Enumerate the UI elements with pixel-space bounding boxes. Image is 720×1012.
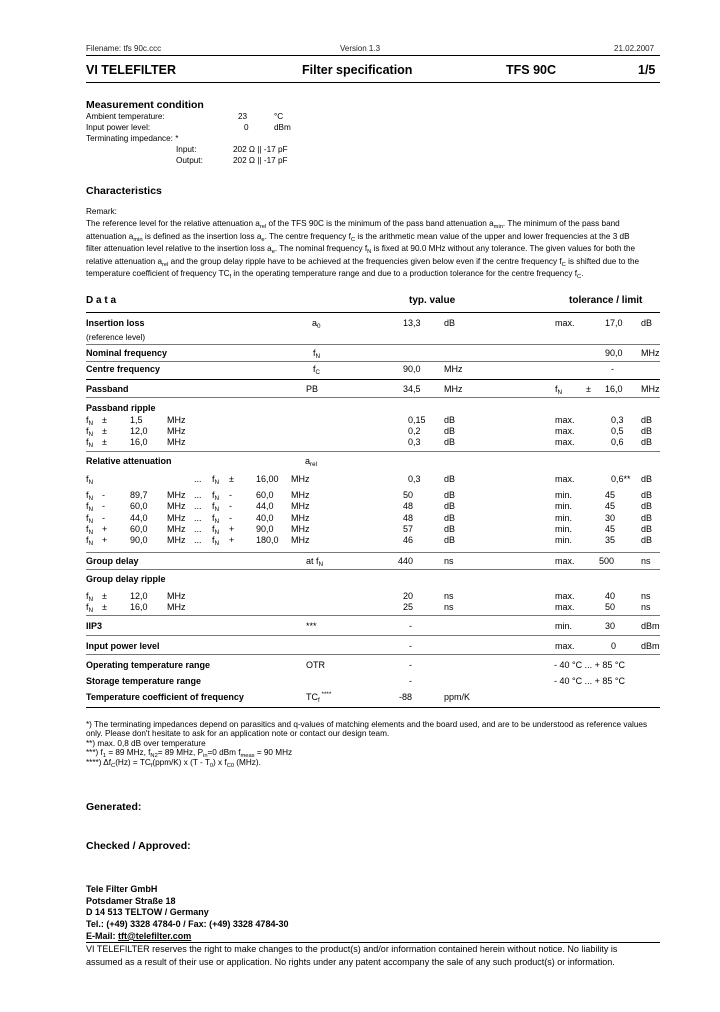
relatt-tol-unit: dB [641, 512, 653, 523]
relatt-dots: ... [194, 523, 202, 534]
storage-typ: - [409, 676, 412, 686]
ripple-limit: max. [555, 415, 575, 425]
company-city: D 14 513 TELTOW / Germany [86, 907, 209, 918]
otr-label: Operating temperature range [86, 660, 211, 670]
relatt-limit: min. [555, 490, 573, 500]
relatt-freq-start: $f_N$ [86, 490, 94, 502]
ripple-tol: 0,5 [611, 426, 624, 436]
relatt-offset-start-unit: MHz [167, 512, 186, 523]
iip3-limit: min. [555, 621, 573, 631]
relatt-limit: min. [555, 501, 573, 512]
footnote-4: ****) $\Delta f_C(Hz) = TC_f(ppm/K)$ x $(T - T_0)$ x $f_{C0}$ (MHz). [86, 757, 261, 769]
footnote-1a: *) The terminating impedances depend on parasitics and q-values of matching elements and the board used, and are to be understood as reference values [86, 720, 648, 729]
relatt-unit: dB [444, 523, 456, 534]
ripple-freq: $f_N$ [86, 426, 94, 438]
row-rule [86, 569, 660, 570]
ripple-freq: $f_N$ [86, 415, 94, 427]
power-value: 0 [244, 123, 249, 132]
gd-ripple-limit: max. [555, 591, 575, 601]
gd-ripple-offset: 16,0 [130, 602, 148, 612]
company-street: Potsdamer Straße 18 [86, 895, 176, 906]
brand-logo: VI TELEFILTER [86, 63, 177, 77]
iip3-label: IIP3 [86, 621, 103, 631]
gd-ripple-tol-unit: ns [641, 602, 651, 612]
part-number: TFS 90C [506, 63, 557, 77]
disclaimer-line-2: assumed as a result of their use or application. No rights under any patent accompany the sale of any such product(s) or information. [86, 956, 615, 967]
relatt-freq-start: $f_N$ [86, 474, 94, 486]
relatt-freq-start: $f_N$ [86, 523, 94, 536]
relatt-typ: 50 [403, 490, 414, 500]
company-email-line [86, 931, 288, 943]
relatt-pm: ± [229, 474, 234, 484]
ripple-tol-unit: dB [641, 437, 653, 447]
disclaimer-line-1: VI TELEFILTER reserves the right to make changes to the product(s) and/or information contained herein without notice. No liability is [86, 944, 618, 954]
relatt-tol-unit: dB [641, 535, 653, 546]
relatt-typ: 48 [403, 512, 414, 523]
gd-ripple-offset: 12,0 [130, 591, 148, 601]
relatt-offset-end-unit: MHz [291, 535, 310, 546]
ripple-pm: ± [102, 426, 107, 436]
footnotes [86, 720, 647, 767]
relatt-unit: dB [444, 474, 456, 484]
iip3-tol: 30 [605, 621, 616, 631]
relatt-freq-end: $f_N$ [212, 501, 220, 514]
passband-symbol: PB [306, 384, 319, 394]
tcf-label: Temperature coefficient of frequency [86, 692, 244, 702]
remark-line: attenuation $a_{min}$ is defined as the insertion loss $a_e$. The centre frequency $f_C$ is the arithmetic mean value of the upper and lower frequencies at the 3 dB [86, 231, 630, 243]
insertion-loss-unit: dB [444, 318, 456, 328]
relatt-offset-start-unit: MHz [167, 490, 186, 500]
page-number: 1/5 [638, 63, 656, 77]
insertion-loss-tol-unit: dB [641, 318, 653, 328]
relatt-dots: ... [194, 512, 202, 523]
relatt-freq-end: $f_N$ [212, 490, 220, 502]
relatt-tol: 30 [605, 512, 616, 523]
gd-ripple-pm: ± [102, 591, 107, 601]
footnote-2: **) max. 0,8 dB over temperature [86, 738, 206, 748]
passband-unit: MHz [444, 384, 463, 394]
relatt-offset-start: 60,0 [130, 523, 148, 534]
relatt-offset-end: 180,0 [256, 535, 279, 546]
insertion-loss-tol: 17,0 [605, 318, 623, 328]
relatt-sign-end: - [229, 490, 232, 500]
insertion-loss-typ: 13,3 [403, 318, 421, 328]
input-power-label: Input power level [86, 641, 160, 651]
gd-ripple-tol: 50 [605, 602, 616, 612]
gd-ripple-freq: $f_N$ [86, 591, 94, 603]
measurement-title: Measurement condition [86, 99, 204, 111]
relatt-offset-start: 44,0 [130, 512, 148, 523]
group-delay-unit: ns [444, 556, 454, 566]
ripple-offset: 12,0 [130, 426, 148, 436]
centre-frequency-typ: 90,0 [403, 364, 421, 374]
relatt-dots: ... [194, 474, 202, 484]
passband-label: Passband [86, 384, 129, 394]
group-delay-label: Group delay [86, 556, 139, 566]
relatt-unit: dB [444, 535, 456, 546]
row-rule [86, 344, 660, 345]
input-value: 202 Ω || -17 pF [233, 145, 288, 154]
iip3-symbol: *** [306, 621, 317, 631]
storage-label: Storage temperature range [86, 676, 202, 686]
company-address [86, 884, 288, 943]
relatt-offset-start: 90,0 [130, 535, 148, 546]
remark-line: temperature coefficient of frequency $TC_f$ in the operating temperature range and due to a production tolerance for the centre frequency $f_C$. [86, 269, 584, 281]
relatt-sign-start: - [102, 490, 105, 500]
ripple-limit: max. [555, 437, 575, 447]
header-rule-bottom [86, 82, 660, 83]
centre-frequency-label: Centre frequency [86, 364, 161, 374]
relatt-sign-end: - [229, 512, 232, 523]
ripple-offset-unit: MHz [167, 415, 186, 425]
remark-line: filter attenuation level relative to the insertion loss $a_e$. The nominal frequency $f_N$ is fixed at 90.0 MHz without any tolerance. The given values for both the [86, 244, 636, 256]
relatt-sign-end: - [229, 501, 232, 512]
power-unit: dBm [274, 123, 291, 132]
row-rule [86, 397, 660, 398]
ambient-label: Ambient temperature: [86, 112, 165, 121]
ripple-offset-unit: MHz [167, 437, 186, 447]
relatt-unit: dB [444, 490, 456, 500]
centre-frequency-tol: - [611, 364, 614, 374]
remark-title: Remark: [86, 207, 117, 216]
relatt-limit: min. [555, 523, 573, 534]
typ-heading: typ. value [409, 295, 456, 306]
ripple-tol: 0,6 [611, 437, 624, 447]
iip3-typ: - [409, 621, 412, 631]
relatt-offset-end: 90,0 [256, 523, 274, 534]
ripple-offset-unit: MHz [167, 426, 186, 436]
gd-ripple-unit: ns [444, 602, 454, 612]
relatt-offset-end-unit: MHz [291, 490, 310, 500]
passband-ripple-label: Passband ripple [86, 403, 156, 413]
disclaimer [86, 943, 617, 968]
nominal-frequency-tol-unit: MHz [641, 348, 660, 358]
relatt-freq-end: $f_N$ [212, 512, 220, 525]
table-rule-bottom [86, 707, 660, 708]
relatt-freq-end: $f_N$ [212, 474, 220, 486]
relatt-unit: dB [444, 501, 456, 512]
relatt-offset-start: 89,7 [130, 490, 148, 500]
ambient-value: 23 [238, 112, 248, 121]
relatt-sign-start: + [102, 523, 108, 534]
group-delay-typ: 440 [398, 556, 414, 566]
group-delay-symbol: at $f_N$ [306, 556, 324, 568]
tcf-symbol: $TC_f$ **** [306, 691, 332, 704]
iip3-tol-unit: dBm [641, 621, 660, 631]
passband-tol-unit: MHz [641, 384, 660, 394]
ripple-unit: dB [444, 437, 456, 447]
nominal-frequency-tol: 90,0 [605, 348, 623, 358]
table-rule [86, 312, 660, 313]
ripple-tol-unit: dB [641, 415, 653, 425]
relatt-tol: 45 [605, 501, 616, 512]
relatt-limit: min. [555, 535, 573, 546]
relatt-freq-end: $f_N$ [212, 523, 220, 536]
gd-ripple-unit: ns [444, 591, 454, 601]
nominal-frequency-symbol: $f_N$ [313, 348, 321, 360]
relatt-sign-start: + [102, 535, 108, 546]
relatt-sign-end: + [229, 523, 235, 534]
input-power-typ: - [409, 641, 412, 651]
row-rule [86, 615, 660, 616]
footnote-3: ***) $f_1 = 89$ MHz, $f_{N2}= 89$ MHz, $P_{in}=0$ dBm $f_{meas} = 90$ MHz [86, 748, 293, 760]
relatt-tol: 45 [605, 523, 616, 534]
relatt-dots: ... [194, 490, 202, 500]
ambient-unit: °C [274, 112, 284, 121]
data-heading: D a t a [86, 295, 117, 306]
gd-ripple-typ: 25 [403, 602, 414, 612]
email-label: E-Mail: [86, 930, 119, 941]
ripple-typ: 0,2 [408, 426, 421, 436]
gd-ripple-freq: $f_N$ [86, 602, 94, 614]
relatt-offset-start-unit: MHz [167, 501, 186, 512]
ripple-offset: 16,0 [130, 437, 148, 447]
ripple-offset: 1,5 [130, 415, 143, 425]
date: 21.02.2007 [614, 44, 655, 53]
relatt-limit: min. [555, 512, 573, 523]
gd-ripple-typ: 20 [403, 591, 414, 601]
doc-type: Filter specification [302, 63, 413, 77]
group-delay-tol: 500 [599, 556, 615, 566]
ripple-unit: dB [444, 426, 456, 436]
insertion-loss-symbol: $a_0$ [312, 318, 321, 330]
email-link[interactable]: tft@telefilter.com [118, 930, 192, 941]
input-power-tol: 0 [611, 641, 617, 651]
company-name: Tele Filter GmbH [86, 884, 158, 894]
relatt-tol-unit: dB [641, 501, 653, 512]
checked-label: Checked / Approved: [86, 840, 191, 852]
relatt-sign-end: + [229, 535, 235, 546]
relatt-tol-unit: dB [641, 474, 653, 484]
row-rule [86, 635, 660, 636]
row-rule [86, 654, 660, 655]
ripple-tol-unit: dB [641, 426, 653, 436]
remark-line: relative attenuation $a_{rel}$ and the group delay ripple have to be achieved at the frequencies given below even if the centre frequency $f_C$ is shifted due to the [86, 256, 640, 268]
row-rule [86, 379, 660, 380]
relatt-tol-unit: dB [641, 490, 653, 500]
group-delay-ripple-label: Group delay ripple [86, 574, 166, 584]
relatt-typ: 0,3 [408, 474, 421, 484]
relatt-freq-start: $f_N$ [86, 535, 94, 548]
relatt-tol: 0,6** [611, 474, 631, 484]
power-label: Input power level: [86, 123, 151, 132]
relatt-offset-end: 40,0 [256, 512, 274, 523]
tcf-typ: -88 [399, 692, 413, 702]
passband-limit-symbol: $f_N$ [555, 384, 563, 396]
relatt-dots: ... [194, 535, 202, 546]
relatt-tol: 45 [605, 490, 616, 500]
input-power-limit: max. [555, 641, 575, 651]
ripple-unit: dB [444, 415, 456, 425]
input-label: Input: [176, 145, 197, 154]
relatt-sign-start: - [102, 512, 105, 523]
gd-ripple-pm: ± [102, 602, 107, 612]
gd-ripple-tol: 40 [605, 591, 616, 601]
insertion-loss-sublabel: (reference level) [86, 333, 146, 342]
footnote-1b: only. Please don't hesitate to ask for an application note or contact our design team. [86, 729, 390, 739]
gd-ripple-limit: max. [555, 602, 575, 612]
storage-range: - 40 °C ... + 85 °C [554, 676, 625, 686]
relatt-freq-end: $f_N$ [212, 535, 220, 548]
otr-range: - 40 °C ... + 85 °C [554, 660, 625, 670]
insertion-loss-label: Insertion loss [86, 318, 145, 328]
row-rule [86, 552, 660, 553]
relative-attenuation-symbol: $a_{rel}$ [305, 456, 318, 468]
ripple-pm: ± [102, 437, 107, 447]
relatt-offset-start: 60,0 [130, 501, 148, 512]
output-value: 202 Ω || -17 pF [233, 156, 288, 165]
relatt-offset-start-unit: MHz [167, 523, 186, 534]
tol-heading: tolerance / limit [569, 295, 643, 306]
ripple-tol: 0,3 [611, 415, 624, 425]
relatt-offset-end: 16,00 [256, 474, 279, 484]
row-rule [86, 451, 660, 452]
gd-ripple-offset-unit: MHz [167, 602, 186, 612]
relatt-offset-end: 44,0 [256, 501, 274, 512]
relatt-offset-end-unit: MHz [291, 501, 310, 512]
passband-plusminus: ± [586, 384, 591, 394]
relatt-offset-end-unit: MHz [291, 512, 310, 523]
relatt-offset-end: 60,0 [256, 490, 274, 500]
row-rule [86, 361, 660, 362]
version: Version 1.3 [340, 44, 381, 53]
relatt-freq-start: $f_N$ [86, 512, 94, 525]
passband-typ: 34,5 [403, 384, 421, 394]
passband-tol: 16,0 [605, 384, 623, 394]
otr-symbol: OTR [306, 660, 325, 670]
group-delay-tol-unit: ns [641, 556, 651, 566]
generated-label: Generated: [86, 801, 142, 813]
centre-frequency-unit: MHz [444, 364, 463, 374]
ripple-freq: $f_N$ [86, 437, 94, 449]
relatt-offset-end-unit: MHz [291, 474, 310, 484]
ripple-typ: 0,15 [408, 415, 426, 425]
relatt-offset-end-unit: MHz [291, 523, 310, 534]
relative-attenuation-label: Relative attenuation [86, 456, 172, 466]
relatt-limit: max. [555, 474, 575, 484]
gd-ripple-offset-unit: MHz [167, 591, 186, 601]
nominal-frequency-label: Nominal frequency [86, 348, 168, 358]
impedance-label: Terminating impedance: * [86, 134, 179, 143]
relatt-typ: 48 [403, 501, 414, 512]
ripple-pm: ± [102, 415, 107, 425]
remark-block [86, 206, 662, 280]
group-delay-limit: max. [555, 556, 575, 566]
relatt-typ: 46 [403, 535, 414, 546]
input-power-tol-unit: dBm [641, 641, 660, 651]
tcf-unit: ppm/K [444, 692, 471, 702]
relatt-typ: 57 [403, 523, 414, 534]
otr-typ: - [409, 660, 412, 670]
header-rule-top [86, 55, 660, 56]
characteristics-title: Characteristics [86, 185, 162, 197]
relatt-unit: dB [444, 512, 456, 523]
company-phone: Tel.: (+49) 3328 4784-0 / Fax: (+49) 3328 4784-30 [86, 919, 289, 930]
gd-ripple-tol-unit: ns [641, 591, 651, 601]
insertion-loss-limit: max. [555, 318, 575, 328]
relatt-tol-unit: dB [641, 523, 653, 534]
filename: Filename: tfs 90c.ccc [86, 44, 162, 53]
remark-line: The reference level for the relative attenuation $a_{rel}$ of the TFS 90C is the minimum of the pass band attenuation $a_{min}$. The minimum of the pass band [86, 219, 620, 231]
relatt-tol: 35 [605, 535, 616, 546]
relatt-freq-start: $f_N$ [86, 501, 94, 514]
relatt-dots: ... [194, 501, 202, 512]
ripple-typ: 0,3 [408, 437, 421, 447]
ripple-limit: max. [555, 426, 575, 436]
relatt-sign-start: - [102, 501, 105, 512]
centre-frequency-symbol: $f_C$ [313, 364, 321, 376]
output-label: Output: [176, 156, 203, 165]
relatt-offset-start-unit: MHz [167, 535, 186, 546]
